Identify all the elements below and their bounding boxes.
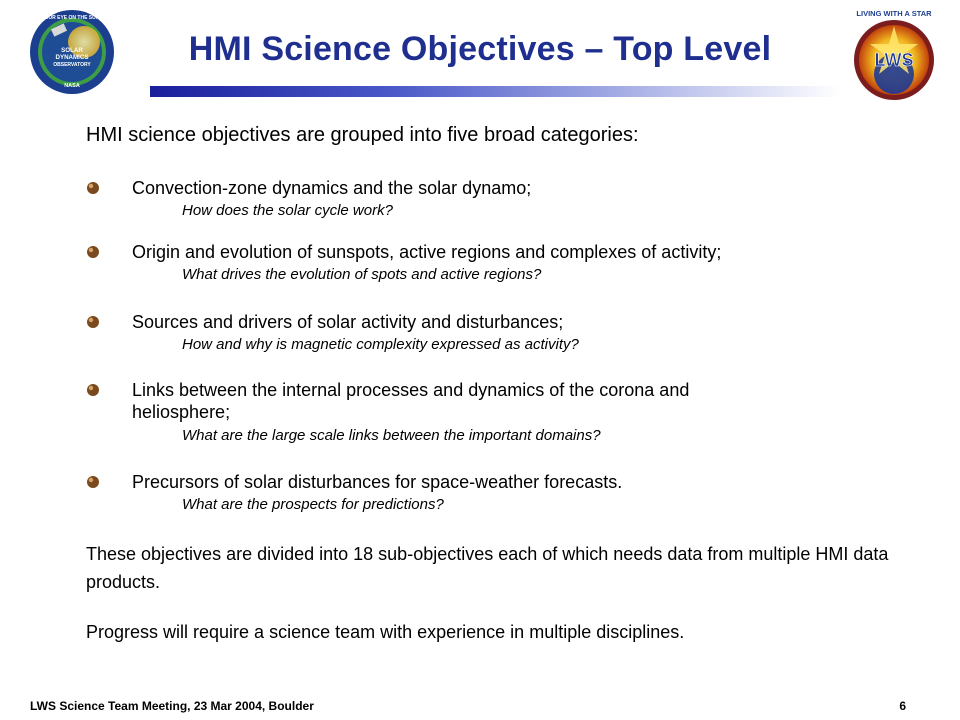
bronze-sphere-bullet-icon — [86, 383, 100, 397]
svg-text:OUR EYE ON THE SUN: OUR EYE ON THE SUN — [44, 15, 100, 21]
title-underline-bar — [150, 86, 840, 97]
bronze-sphere-bullet-icon — [86, 475, 100, 489]
svg-text:NASA: NASA — [64, 83, 80, 89]
bullet-text: Sources and drivers of solar activity and disturbances; — [132, 312, 564, 332]
lws-logo — [848, 4, 940, 104]
footer-meeting-label: LWS Science Team Meeting, 23 Mar 2004, Boulder — [30, 699, 314, 713]
bronze-sphere-bullet-icon — [86, 245, 100, 259]
svg-text:LIVING WITH A STAR: LIVING WITH A STAR — [856, 9, 932, 18]
closing-paragraph: Progress will require a science team with experience in multiple disciplines. — [86, 622, 685, 642]
bronze-sphere-bullet-icon — [86, 181, 100, 195]
bullet-question: What are the prospects for predictions? — [182, 496, 444, 513]
bullet-text: Precursors of solar disturbances for space-weather forecasts. — [132, 472, 623, 492]
bullet-text-continued: heliosphere; — [132, 402, 231, 422]
svg-text:OBSERVATORY: OBSERVATORY — [53, 62, 91, 68]
svg-text:SOLAR: SOLAR — [61, 47, 83, 54]
bullet-question: What drives the evolution of spots and active regions? — [182, 266, 542, 283]
svg-text:DYNAMICS: DYNAMICS — [55, 54, 89, 61]
summary-paragraph: These objectives are divided into 18 sub-objectives each of which needs data from multiple HMI data products. — [86, 544, 889, 592]
sdo-logo — [28, 8, 116, 96]
slide-title: HMI Science Objectives – Top Level — [188, 30, 772, 68]
svg-text:LWS: LWS — [874, 50, 914, 70]
bullet-question: How does the solar cycle work? — [182, 202, 393, 219]
page-number: 6 — [899, 699, 906, 713]
bullet-text: Origin and evolution of sunspots, active regions and complexes of activity; — [132, 242, 722, 262]
bullet-text: Links between the internal processes and dynamics of the corona and — [132, 380, 690, 400]
intro-text: HMI science objectives are grouped into five broad categories: — [86, 124, 639, 146]
bullet-question: How and why is magnetic complexity expressed as activity? — [182, 336, 579, 353]
bullet-text: Convection-zone dynamics and the solar dynamo; — [132, 178, 532, 198]
bullet-question: What are the large scale links between the important domains? — [182, 427, 601, 444]
bronze-sphere-bullet-icon — [86, 315, 100, 329]
